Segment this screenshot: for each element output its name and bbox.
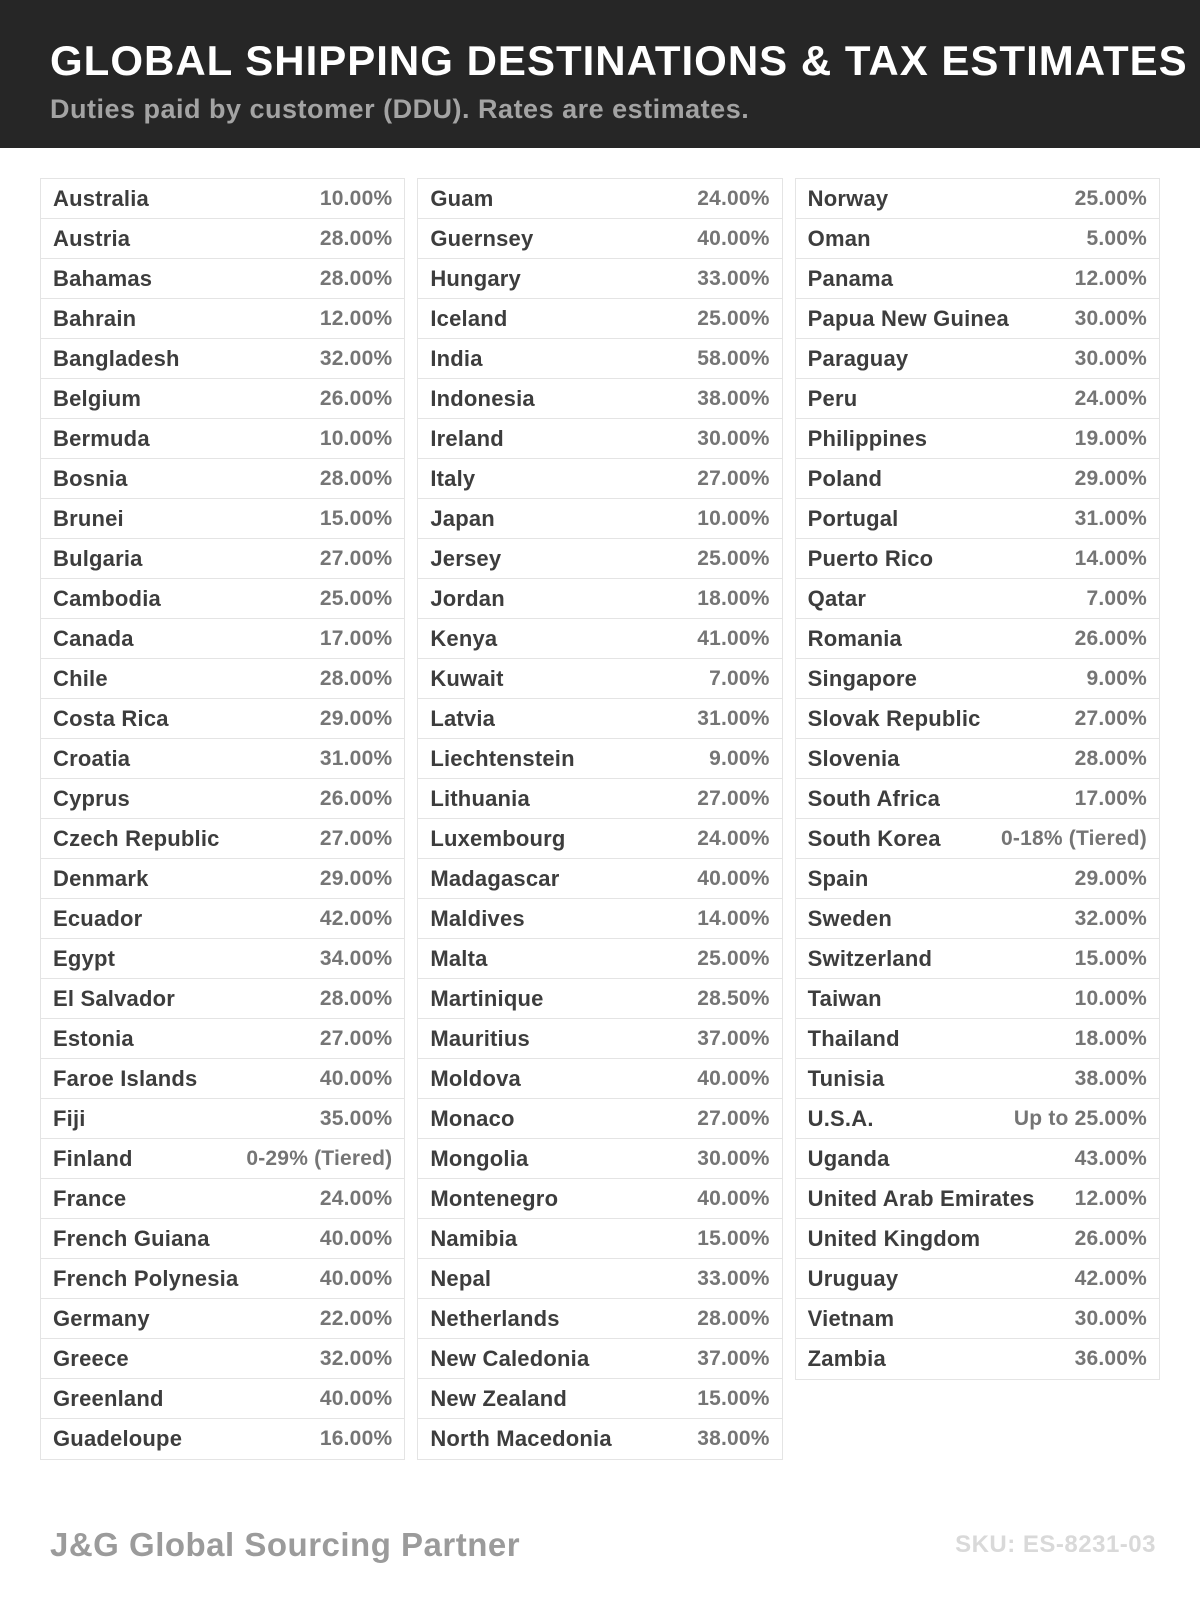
country-name: Hungary bbox=[430, 265, 521, 291]
country-name: Luxembourg bbox=[430, 825, 566, 851]
table-row bbox=[41, 1219, 404, 1259]
tax-rate: 17.00% bbox=[1074, 786, 1147, 810]
tax-rate: 40.00% bbox=[697, 1186, 770, 1210]
country-name: Nepal bbox=[430, 1265, 492, 1291]
country-name: Liechtenstein bbox=[430, 745, 575, 771]
table-row bbox=[796, 579, 1159, 619]
table-row bbox=[418, 659, 781, 699]
country-name: Romania bbox=[807, 625, 902, 651]
table-row bbox=[41, 819, 404, 859]
tax-rate: 27.00% bbox=[697, 466, 770, 490]
table-row bbox=[418, 499, 781, 539]
tax-rate: 26.00% bbox=[319, 786, 393, 810]
country-name: Madagascar bbox=[430, 865, 560, 891]
country-name: Switzerland bbox=[807, 945, 933, 971]
country-name: Brunei bbox=[53, 505, 124, 531]
country-name: Guadeloupe bbox=[53, 1426, 183, 1451]
country-name: Maldives bbox=[430, 905, 525, 931]
table-row bbox=[41, 299, 404, 339]
country-name: Denmark bbox=[53, 865, 149, 891]
tax-rate: 37.00% bbox=[697, 1346, 770, 1370]
country-name: Bulgaria bbox=[53, 545, 143, 571]
tax-rate: 31.00% bbox=[697, 706, 770, 730]
country-name: New Zealand bbox=[430, 1385, 568, 1411]
tax-rate: 30.00% bbox=[1074, 306, 1147, 330]
country-name: Uganda bbox=[807, 1145, 890, 1171]
country-name: Norway bbox=[807, 185, 889, 211]
rate-column-2 bbox=[417, 178, 782, 1460]
table-row bbox=[796, 739, 1159, 779]
country-name: Kuwait bbox=[430, 665, 504, 691]
tax-rate: 7.00% bbox=[709, 666, 770, 690]
country-name: Australia bbox=[53, 185, 149, 211]
tax-rate: 31.00% bbox=[319, 746, 393, 770]
table-row bbox=[41, 1339, 404, 1379]
country-name: South Africa bbox=[807, 785, 941, 811]
brand-name: J&G Global Sourcing Partner bbox=[50, 1526, 521, 1563]
tax-rate: 0-18% (Tiered) bbox=[1001, 826, 1147, 850]
tax-rate: 32.00% bbox=[1074, 906, 1147, 930]
table-row bbox=[418, 939, 781, 979]
tax-rate: 30.00% bbox=[697, 426, 770, 450]
table-row bbox=[41, 1379, 404, 1419]
country-name: Singapore bbox=[807, 665, 918, 691]
country-name: Bosnia bbox=[53, 465, 128, 491]
tax-rate: 10.00% bbox=[697, 506, 770, 530]
tax-rate: 0-29% (Tiered) bbox=[246, 1146, 393, 1170]
country-name: Chile bbox=[53, 665, 108, 691]
country-name: Zambia bbox=[807, 1346, 886, 1371]
country-name: Sweden bbox=[807, 905, 892, 931]
table-row bbox=[418, 379, 781, 419]
table-row bbox=[41, 699, 404, 739]
country-name: Taiwan bbox=[807, 985, 882, 1011]
country-name: French Polynesia bbox=[53, 1265, 239, 1291]
tax-rate: 29.00% bbox=[319, 866, 393, 890]
tax-rate: 26.00% bbox=[1074, 1226, 1147, 1250]
tax-rate: 28.00% bbox=[697, 1306, 770, 1330]
table-row bbox=[796, 219, 1159, 259]
country-name: Belgium bbox=[53, 385, 142, 411]
country-name: Vietnam bbox=[807, 1305, 895, 1331]
tax-rate: 40.00% bbox=[697, 226, 770, 250]
country-name: U.S.A. bbox=[807, 1105, 874, 1131]
table-row bbox=[796, 1299, 1159, 1339]
country-name: Slovak Republic bbox=[807, 705, 981, 731]
tax-rate: 30.00% bbox=[1074, 346, 1147, 370]
table-row bbox=[41, 579, 404, 619]
tax-rate: 27.00% bbox=[1074, 706, 1147, 730]
country-name: Lithuania bbox=[430, 785, 530, 811]
country-name: Slovenia bbox=[807, 745, 900, 771]
country-name: Canada bbox=[53, 625, 134, 651]
table-row bbox=[41, 219, 404, 259]
table-row bbox=[418, 779, 781, 819]
table-row bbox=[418, 259, 781, 299]
tax-rate: 28.00% bbox=[319, 226, 393, 250]
country-name: Tunisia bbox=[807, 1065, 885, 1091]
table-row bbox=[418, 179, 781, 219]
tax-rate: 12.00% bbox=[319, 306, 393, 330]
tax-rate: 28.00% bbox=[319, 986, 393, 1010]
tax-rate: 18.00% bbox=[1074, 1026, 1147, 1050]
table-row bbox=[796, 1339, 1159, 1379]
table-row bbox=[418, 299, 781, 339]
tax-rate: 40.00% bbox=[697, 1066, 770, 1090]
table-row bbox=[418, 979, 781, 1019]
table-row bbox=[41, 1019, 404, 1059]
tax-rate: 25.00% bbox=[319, 586, 393, 610]
country-name: Cambodia bbox=[53, 585, 161, 611]
tax-rate: 24.00% bbox=[1074, 386, 1147, 410]
country-name: Finland bbox=[53, 1145, 133, 1171]
tax-rate: 10.00% bbox=[319, 426, 393, 450]
country-name: Italy bbox=[430, 465, 476, 491]
tax-rate: 40.00% bbox=[319, 1066, 393, 1090]
table-row bbox=[41, 259, 404, 299]
tax-rate: 26.00% bbox=[319, 386, 393, 410]
tax-rate: 40.00% bbox=[697, 866, 770, 890]
sku-label: SKU: ES-8231-03 bbox=[955, 1531, 1156, 1558]
country-name: Puerto Rico bbox=[807, 545, 934, 571]
country-name: Faroe Islands bbox=[53, 1065, 198, 1091]
tax-rate: 27.00% bbox=[319, 826, 393, 850]
table-row bbox=[796, 1179, 1159, 1219]
table-row bbox=[418, 219, 781, 259]
country-name: Netherlands bbox=[430, 1305, 560, 1331]
table-row bbox=[796, 179, 1159, 219]
table-row bbox=[418, 539, 781, 579]
tax-rate: 5.00% bbox=[1086, 226, 1147, 250]
country-name: Kenya bbox=[430, 625, 498, 651]
country-name: Peru bbox=[807, 385, 858, 411]
country-name: Bahrain bbox=[53, 305, 137, 331]
table-row bbox=[41, 979, 404, 1019]
country-name: India bbox=[430, 345, 483, 371]
country-name: Monaco bbox=[430, 1105, 515, 1131]
country-name: Cyprus bbox=[53, 785, 130, 811]
tax-rate: 28.00% bbox=[1074, 746, 1147, 770]
page-title: GLOBAL SHIPPING DESTINATIONS & TAX ESTIMATES bbox=[50, 37, 1188, 84]
tax-rate: 17.00% bbox=[319, 626, 393, 650]
country-name: Uruguay bbox=[807, 1265, 899, 1291]
table-row bbox=[41, 1259, 404, 1299]
tax-rate: 14.00% bbox=[697, 906, 770, 930]
table-row bbox=[418, 619, 781, 659]
table-row bbox=[418, 419, 781, 459]
tax-rate: 29.00% bbox=[319, 706, 393, 730]
country-name: Martinique bbox=[430, 985, 544, 1011]
table-row bbox=[41, 539, 404, 579]
tax-rate: 32.00% bbox=[319, 1346, 393, 1370]
table-row bbox=[418, 739, 781, 779]
table-row bbox=[41, 659, 404, 699]
table-row bbox=[796, 859, 1159, 899]
country-name: United Arab Emirates bbox=[807, 1185, 1035, 1211]
country-name: Croatia bbox=[53, 745, 131, 771]
table-row bbox=[796, 1219, 1159, 1259]
table-row bbox=[796, 699, 1159, 739]
tax-rate: 22.00% bbox=[319, 1306, 393, 1330]
country-name: Ecuador bbox=[53, 905, 143, 931]
table-row bbox=[41, 1059, 404, 1099]
table-row bbox=[796, 979, 1159, 1019]
rate-column-1 bbox=[40, 178, 405, 1460]
tax-rate: 27.00% bbox=[319, 546, 393, 570]
country-name: French Guiana bbox=[53, 1225, 210, 1251]
country-name: North Macedonia bbox=[430, 1426, 612, 1451]
tax-rate: 30.00% bbox=[1074, 1306, 1147, 1330]
page-footer bbox=[50, 1526, 1156, 1564]
table-row bbox=[796, 339, 1159, 379]
tax-rate: 28.00% bbox=[319, 666, 393, 690]
table-row bbox=[796, 1099, 1159, 1139]
table-row bbox=[796, 299, 1159, 339]
table-row bbox=[41, 419, 404, 459]
table-row bbox=[418, 899, 781, 939]
country-name: Portugal bbox=[807, 505, 899, 531]
tax-rate: 30.00% bbox=[697, 1146, 770, 1170]
table-row bbox=[41, 1099, 404, 1139]
tax-rate: 40.00% bbox=[319, 1226, 393, 1250]
country-name: Fiji bbox=[53, 1105, 86, 1131]
tax-rate: 42.00% bbox=[1074, 1266, 1147, 1290]
table-row bbox=[796, 459, 1159, 499]
country-name: New Caledonia bbox=[430, 1345, 590, 1371]
country-name: Japan bbox=[430, 505, 495, 531]
country-name: Iceland bbox=[430, 305, 508, 331]
table-row bbox=[418, 1419, 781, 1459]
country-name: United Kingdom bbox=[807, 1225, 981, 1251]
tax-rate: 15.00% bbox=[319, 506, 393, 530]
country-name: Latvia bbox=[430, 705, 496, 731]
tax-rate: 41.00% bbox=[697, 626, 770, 650]
tax-rate: 25.00% bbox=[697, 546, 770, 570]
table-row bbox=[418, 579, 781, 619]
tax-rate: 7.00% bbox=[1086, 586, 1147, 610]
tax-rate: 10.00% bbox=[1074, 986, 1147, 1010]
table-row bbox=[418, 459, 781, 499]
tax-rate: 29.00% bbox=[1074, 866, 1147, 890]
country-name: Egypt bbox=[53, 945, 116, 971]
table-row bbox=[418, 1379, 781, 1419]
country-name: Moldova bbox=[430, 1065, 521, 1091]
table-row bbox=[796, 419, 1159, 459]
country-name: Czech Republic bbox=[53, 825, 220, 851]
tax-rate: 10.00% bbox=[319, 186, 393, 210]
tax-rate: 58.00% bbox=[697, 346, 770, 370]
country-name: South Korea bbox=[807, 825, 941, 851]
tax-rate: 9.00% bbox=[709, 746, 770, 770]
tax-rate: 38.00% bbox=[697, 386, 770, 410]
tax-rate: 12.00% bbox=[1074, 266, 1147, 290]
table-row bbox=[41, 499, 404, 539]
country-name: Qatar bbox=[807, 585, 867, 611]
table-row bbox=[418, 339, 781, 379]
table-row bbox=[418, 1019, 781, 1059]
country-name: Austria bbox=[53, 225, 131, 251]
country-name: Papua New Guinea bbox=[807, 305, 1009, 331]
tax-rate: 15.00% bbox=[697, 1226, 770, 1250]
tax-rate: 43.00% bbox=[1074, 1146, 1147, 1170]
tax-rate: 37.00% bbox=[697, 1026, 770, 1050]
table-row bbox=[41, 1179, 404, 1219]
tax-rate: 25.00% bbox=[1074, 186, 1147, 210]
tax-rate: 19.00% bbox=[1074, 426, 1147, 450]
table-row bbox=[41, 179, 404, 219]
table-row bbox=[418, 1099, 781, 1139]
tax-rate: 28.00% bbox=[319, 466, 393, 490]
table-row bbox=[796, 619, 1159, 659]
country-name: El Salvador bbox=[53, 985, 176, 1011]
tax-rate: 42.00% bbox=[319, 906, 393, 930]
country-name: Greenland bbox=[53, 1385, 164, 1411]
country-name: Ireland bbox=[430, 425, 504, 451]
table-row bbox=[418, 1179, 781, 1219]
tax-rate: 40.00% bbox=[319, 1266, 393, 1290]
country-name: Malta bbox=[430, 945, 488, 971]
country-name: Guam bbox=[430, 185, 494, 211]
tax-rate: 31.00% bbox=[1074, 506, 1147, 530]
country-name: Mongolia bbox=[430, 1145, 529, 1171]
table-row bbox=[418, 1339, 781, 1379]
tax-rate: 34.00% bbox=[319, 946, 393, 970]
country-name: Germany bbox=[53, 1305, 150, 1331]
table-row bbox=[796, 259, 1159, 299]
table-row bbox=[418, 1259, 781, 1299]
table-row bbox=[796, 379, 1159, 419]
country-name: Poland bbox=[807, 465, 883, 491]
tax-rate: 12.00% bbox=[1074, 1186, 1147, 1210]
country-name: Greece bbox=[53, 1345, 129, 1371]
country-name: Thailand bbox=[807, 1025, 900, 1051]
table-row bbox=[796, 1259, 1159, 1299]
tax-rate: 18.00% bbox=[697, 586, 770, 610]
tax-rate: 25.00% bbox=[697, 306, 770, 330]
tax-rate: Up to 25.00% bbox=[1013, 1106, 1147, 1130]
country-name: Bermuda bbox=[53, 425, 150, 451]
table-row bbox=[796, 1019, 1159, 1059]
country-name: Paraguay bbox=[807, 345, 909, 371]
table-row bbox=[41, 859, 404, 899]
tax-rate: 9.00% bbox=[1086, 666, 1147, 690]
country-name: Costa Rica bbox=[53, 705, 169, 731]
tax-rate: 15.00% bbox=[697, 1386, 770, 1410]
country-name: Montenegro bbox=[430, 1185, 559, 1211]
table-row bbox=[41, 459, 404, 499]
country-name: Jordan bbox=[430, 585, 505, 611]
table-row bbox=[41, 899, 404, 939]
table-row bbox=[41, 1299, 404, 1339]
tax-rate: 32.00% bbox=[319, 346, 393, 370]
country-name: Bahamas bbox=[53, 265, 153, 291]
tax-rate: 24.00% bbox=[697, 186, 770, 210]
tax-rate: 28.50% bbox=[697, 986, 770, 1010]
country-name: Indonesia bbox=[430, 385, 535, 411]
tax-rate: 38.00% bbox=[697, 1427, 770, 1450]
tax-rate: 25.00% bbox=[697, 946, 770, 970]
table-row bbox=[796, 1059, 1159, 1099]
country-name: Panama bbox=[807, 265, 894, 291]
table-row bbox=[41, 1139, 404, 1179]
tax-rate: 15.00% bbox=[1074, 946, 1147, 970]
tax-rate: 16.00% bbox=[319, 1427, 393, 1450]
table-row bbox=[41, 939, 404, 979]
table-row bbox=[796, 499, 1159, 539]
table-row bbox=[418, 1299, 781, 1339]
rate-column-3 bbox=[795, 178, 1160, 1380]
table-row bbox=[41, 779, 404, 819]
country-name: Estonia bbox=[53, 1025, 134, 1051]
table-row bbox=[418, 1219, 781, 1259]
table-row bbox=[41, 1419, 404, 1459]
tax-rate: 36.00% bbox=[1074, 1347, 1147, 1370]
tax-rate: 24.00% bbox=[319, 1186, 393, 1210]
table-row bbox=[796, 659, 1159, 699]
table-row bbox=[796, 939, 1159, 979]
country-name: Jersey bbox=[430, 545, 502, 571]
table-row bbox=[41, 339, 404, 379]
country-name: Guernsey bbox=[430, 225, 534, 251]
table-row bbox=[41, 379, 404, 419]
tax-rate-table bbox=[40, 178, 1160, 1460]
table-row bbox=[418, 699, 781, 739]
tax-rate: 29.00% bbox=[1074, 466, 1147, 490]
country-name: Mauritius bbox=[430, 1025, 530, 1051]
tax-rate: 27.00% bbox=[697, 1106, 770, 1130]
table-row bbox=[41, 619, 404, 659]
tax-rate: 33.00% bbox=[697, 1266, 770, 1290]
tax-rate: 26.00% bbox=[1074, 626, 1147, 650]
tax-rate: 14.00% bbox=[1074, 546, 1147, 570]
country-name: Oman bbox=[807, 225, 871, 251]
tax-rate: 40.00% bbox=[319, 1386, 393, 1410]
tax-rate: 27.00% bbox=[697, 786, 770, 810]
tax-rate: 38.00% bbox=[1074, 1066, 1147, 1090]
table-row bbox=[796, 899, 1159, 939]
table-row bbox=[796, 539, 1159, 579]
page-header bbox=[0, 0, 1200, 148]
table-row bbox=[796, 1139, 1159, 1179]
table-row bbox=[418, 1139, 781, 1179]
country-name: Namibia bbox=[430, 1225, 518, 1251]
tax-rate: 35.00% bbox=[319, 1106, 393, 1130]
page-subtitle: Duties paid by customer (DDU). Rates are estimates. bbox=[50, 94, 750, 124]
table-row bbox=[418, 819, 781, 859]
table-row bbox=[796, 779, 1159, 819]
table-row bbox=[796, 819, 1159, 859]
country-name: Bangladesh bbox=[53, 345, 180, 371]
tax-rate: 33.00% bbox=[697, 266, 770, 290]
country-name: France bbox=[53, 1185, 127, 1211]
table-row bbox=[41, 739, 404, 779]
table-row bbox=[418, 859, 781, 899]
tax-rate: 27.00% bbox=[319, 1026, 393, 1050]
tax-rate: 24.00% bbox=[697, 826, 770, 850]
table-row bbox=[418, 1059, 781, 1099]
country-name: Spain bbox=[807, 865, 869, 891]
tax-rate: 28.00% bbox=[319, 266, 393, 290]
country-name: Philippines bbox=[807, 425, 928, 451]
